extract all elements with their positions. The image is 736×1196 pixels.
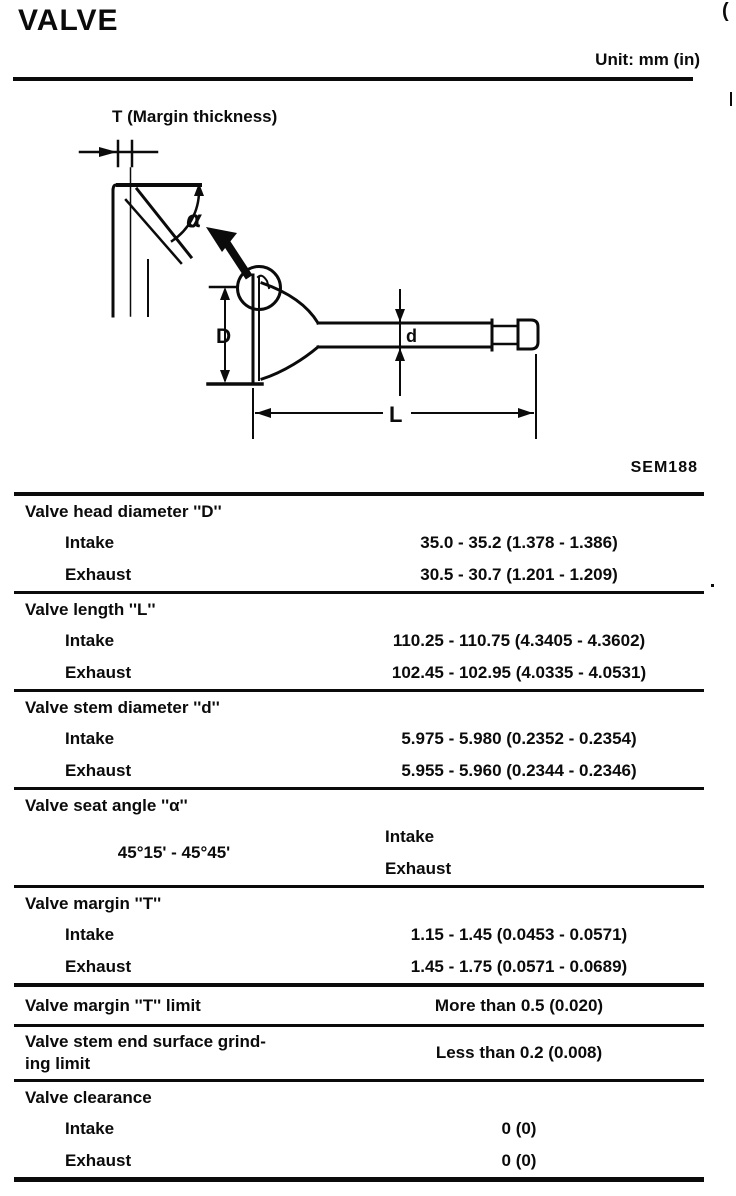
row-label [14,1031,334,1075]
row-value: 0 (0) [501,1119,537,1138]
row-label: Exhaust [65,1151,132,1170]
row-label: Intake [65,925,115,944]
table-row [14,559,704,591]
stem-diameter-letter: d [406,326,417,346]
table-row [14,657,704,689]
group-label: Valve clearance [25,1088,152,1107]
row-label: Exhaust [65,663,132,682]
unit-label: Unit: mm (in) [595,50,700,69]
scan-artifact [711,584,714,587]
table-row [14,1145,704,1177]
row-label: Intake [385,827,435,846]
row-value: 0 (0) [501,1151,537,1170]
row-label-line: ing limit [25,1054,91,1073]
row-label: Intake [65,1119,115,1138]
row-value: 45°15' - 45°45' [117,843,231,862]
spec-row-margin-limit [14,987,704,1024]
length-letter: L [389,402,403,427]
row-value: 35.0 - 35.2 (1.378 - 1.386) [420,533,618,552]
row-label: Exhaust [65,761,132,780]
row-value: 30.5 - 30.7 (1.201 - 1.209) [420,565,618,584]
stem-diameter-dimension [395,290,417,395]
margin-detail-view [113,168,204,316]
row-value: 5.955 - 5.960 (0.2344 - 0.2346) [401,761,637,780]
seat-angle-rows [14,821,704,885]
row-label: Exhaust [65,565,132,584]
row-label: Exhaust [385,859,452,878]
table-row [14,625,704,657]
table-row [14,527,704,559]
row-value: More than 0.5 (0.020) [434,995,604,1015]
valve-outline [208,275,538,384]
margin-dimension [80,141,157,166]
valve-diagram [0,95,736,460]
spec-group-length [14,594,704,689]
group-label: Valve stem diameter ''d'' [25,698,220,717]
group-label: Valve length ''L'' [25,600,156,619]
figure-code: SEM188 [630,459,698,476]
row-label-line: Valve stem end surface grind- [25,1032,266,1051]
row-value: 1.45 - 1.75 (0.0571 - 0.0689) [410,957,628,976]
scan-artifact [730,92,732,106]
group-label: Valve seat angle ''α'' [25,796,188,815]
spec-group-seat-angle [14,790,704,885]
spec-group-stem-diameter [14,692,704,787]
table-row [14,951,704,983]
spec-row-grinding-limit [14,1027,704,1079]
page-title: VALVE [18,4,119,37]
row-label: Exhaust [65,957,132,976]
row-label: Intake [65,631,115,650]
row-value: 102.45 - 102.95 (4.0335 - 4.0531) [391,663,647,682]
table-rule [14,1177,704,1182]
scan-artifact: ( [722,0,729,22]
table-row [14,919,704,951]
detail-callout-arrow-icon [206,227,247,274]
seat-angle-symbol: α [186,207,202,233]
header-rule [13,77,693,81]
row-label [14,995,334,1017]
row-value: 110.25 - 110.75 (4.3405 - 4.3602) [392,631,646,650]
row-value: 1.15 - 1.45 (0.0453 - 0.0571) [410,925,628,944]
row-value: Less than 0.2 (0.008) [435,1043,603,1062]
row-label: Intake [65,729,115,748]
spec-group-head-diameter [14,496,704,591]
table-row [14,723,704,755]
group-label: Valve head diameter ''D'' [25,502,222,521]
spec-group-clearance [14,1082,704,1177]
row-label-line: Valve margin ''T'' limit [25,995,201,1015]
spec-table [14,492,704,1182]
table-row [14,755,704,787]
table-row [14,1113,704,1145]
group-label: Valve margin ''T'' [25,894,162,913]
spec-group-margin [14,888,704,983]
margin-thickness-label: T (Margin thickness) [112,107,278,126]
head-diameter-letter: D [216,325,232,348]
head-diameter-dimension [210,287,237,383]
row-label: Intake [65,533,115,552]
length-dimension [253,355,536,438]
row-value: 5.975 - 5.980 (0.2352 - 0.2354) [401,729,637,748]
